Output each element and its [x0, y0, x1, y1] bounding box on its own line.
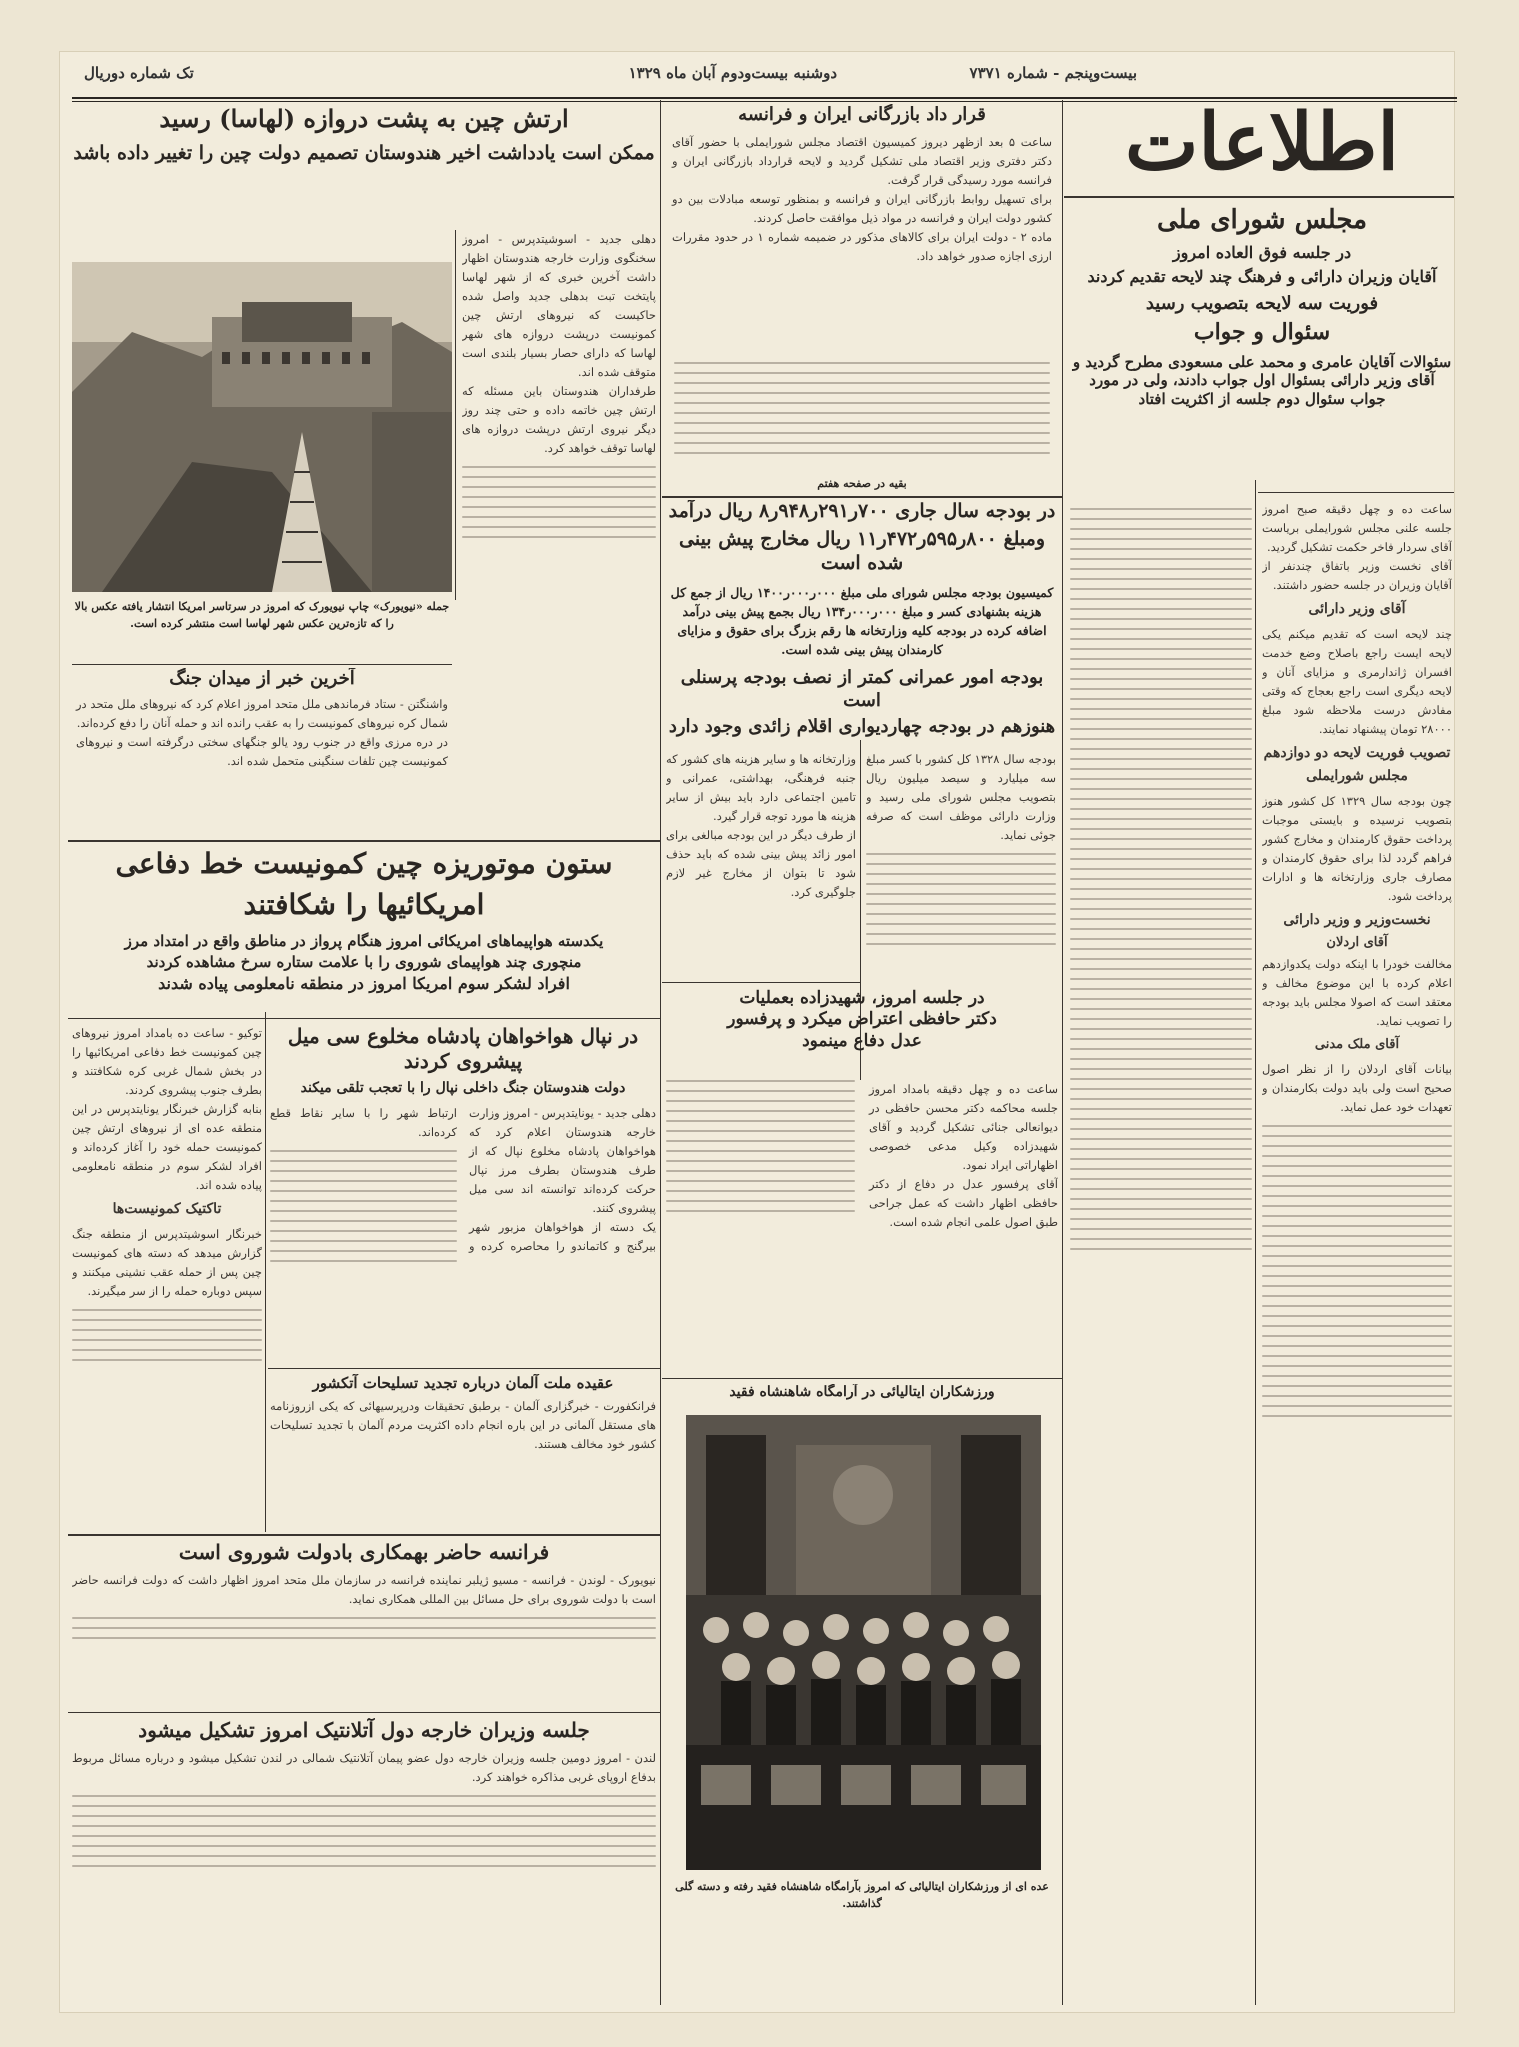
majlis-sub-mahdi: آقای ملک مدنی: [1314, 1037, 1400, 1053]
athletes-photo-image: [686, 1415, 1041, 1870]
lhasa-photo: [72, 262, 452, 592]
majlis-body-5: مخالفت خودرا با اینکه دولت یکدوازدهم اعلام کرده با این موضوع مخالف و معتقد است که اصولا مجلس باید بودجه را تصویب نماید.: [1262, 957, 1452, 1029]
athletes-title: ورزشکاران ایتالیائی در آرامگاه شاهنشاه فقید: [729, 1384, 995, 1400]
issue-number: بیست‌وپنجم - شماره ۷۳۷۱: [969, 64, 1137, 82]
nepal-title: در نپال هواخواهان پادشاه مخلوع سی میل پیشروی کردند: [287, 1024, 639, 1073]
budget-sub-2: بودجه امور عمرانی کمتر از نصف بودجه پرسنلی است: [680, 667, 1044, 711]
germany-body: فرانکفورت - خبرگزاری آلمان - برطبق تحقیقات ودرپرسیهائی که یکی ازروزنامه های مستقل آلمانی در این باره انجام داده اکثریت مردم آلمان با تجدید تسلیحات کشور خود مخالف هستند.: [270, 1398, 656, 1451]
budget-title-2: ومبلغ ۸۰۰ر۵۹۵ر۴۷۲ر۱۱ ریال مخارج پیش بینی شده است: [679, 527, 1045, 574]
majlis-sub-budget: مجلس شورایملی: [1306, 768, 1408, 784]
germany-title: عقیده ملت آلمان درباره تجدید تسلیحات آتکشور: [312, 1374, 614, 1392]
budget-filler-1: [866, 853, 1056, 945]
france-body: نیویورک - لوندن - فرانسه - مسیو ژیلبر نماینده فرانسه در سازمان ملل متحد امروز اظهار داشت که دولت فرانسه حاضر است با دولت شوروی برای حل مسائل بین المللی همکاری نماید.: [72, 1573, 656, 1606]
france-title: فرانسه حاضر بهمکاری بادولت شوروی است: [178, 1540, 550, 1564]
atlantic-body: لندن - امروز دومین جلسه وزیران خارجه دول عضو پیمان آتلانتیک شمالی در لندن تشکیل میشود و درباره مسائل مربوط بدفاع اروپای غربی مذاکره خواهند کرد.: [72, 1751, 656, 1784]
lastnews-article: [72, 668, 452, 828]
commie-body: [72, 1024, 262, 1524]
trial-rule: [662, 1378, 1062, 1379]
majlis-sub-pm: نخست‌وزیر و وزیر دارائی: [1283, 911, 1431, 928]
column-rule-1: [1062, 100, 1063, 2005]
majlis-sub-finance: آقای وزیر دارائی: [1308, 601, 1406, 617]
france-rule: [68, 1534, 660, 1536]
masthead: [1070, 104, 1454, 194]
majlis-body-2: آقای نخست وزیر باتفاق چندنفر از آقایان وزیران در جلسه حضور داشتند.: [1262, 559, 1452, 592]
athletes-head: [666, 1384, 1058, 1414]
majlis-body-4: چون بودجه سال ۱۳۲۹ کل کشور هنوز بتصویب نرسیده و بایستی موجبات پرداخت حقوق کارمندان و مخارج کشور فراهم گردد لذا برای حقوق کارمندان و مصارف جاری وزارتخانه ها و ادارات پرداخت شود.: [1262, 793, 1452, 903]
budget-body-3: از طرف دیگر در این بودجه مبالغی برای امور زائد پیش بینی شده که باید حذف شود تا بتوان از مخارج غیر لازم جلوگیری کرد.: [666, 828, 856, 899]
trial-body: [666, 1080, 1058, 1370]
lhasa-photo-image: [72, 262, 452, 592]
majlis-body-3: چند لایحه است که تقدیم میکنم یکی لایحه ایست راجع باصلاح وضع خدمت افسران ژاندارمری و مزایای آنان و لایحه دیگری است راجع بعجاج که وقتی مفادش درست ملاحظه شود مبلغ ۲۸۰۰۰ تومان پیشنهاد نمایند.: [1262, 626, 1452, 736]
trial-title-2: دکتر حافظی اعتراض میکرد و پرفسور: [727, 1009, 997, 1030]
trade-continued: بقیه در صفحه هفتم: [817, 477, 907, 490]
budget-body-1: بودجه سال ۱۳۲۸ کل کشور با کسر مبلغ سه میلیارد و سیصد میلیون ریال بتصویب مجلس شورای ملی رسید و وزارت دارائی موظف است که صرفه جوئی نماید.: [866, 752, 1056, 842]
trade-filler-lines: [666, 354, 1058, 462]
commie-body-1: توکیو - ساعت ده بامداد امروز نیروهای چین کمونیست خط دفاعی امریکائیها را در بخش شمال غربی کره شکافتند و بطرف جنوب پیشروی کردند.: [72, 1026, 262, 1097]
tibet-body-2: طرفداران هندوستان باین مسئله که ارتش چین خاتمه داده و حتی چند روز دیگر نیروی ارتش درپشت دروازه های لهاسا توقف خواهد کرد.: [462, 384, 656, 455]
issue-date: دوشنبه بیست‌ودوم آبان ماه ۱۳۲۹: [628, 64, 837, 82]
header-rule-secondary: [72, 101, 1457, 102]
trial-title-3: عدل دفاع مینمود: [802, 1030, 922, 1051]
masthead-title: اطلاعات: [1124, 104, 1400, 188]
majlis-subtitle-1: در جلسه فوق العاده امروز: [1172, 242, 1352, 262]
majlis-rule: [1258, 492, 1454, 493]
header-rule: [72, 97, 1457, 99]
majlis-body-column-2: [1070, 500, 1252, 2000]
trial-body-2: آقای پرفسور عدل در دفاع از دکتر حافظی اظهار داشت که عمل جراحی طبق اصول علمی انجام شده است.: [869, 1177, 1058, 1229]
trial-body-1: ساعت ده و چهل دقیقه بامداد امروز جلسه محاکمه دکتر محسن حافظی در دیوانعالی جنائی تشکیل گردید و آقای شهیدزاده وکیل مدعی خصوصی اظهاراتی ایراد نمود.: [869, 1082, 1058, 1172]
nepal-body-1: دهلی جدید - یونایتدپرس - امروز وزارت خارجه هندوستان اعلام کرد که هواخواهان پادشاه مخلوع نپال که از طرف هندوستان بطرف مرز نپال حرکت کرده‌اند توانسته اند سی میل پیشروی کنند.: [469, 1105, 656, 1215]
nepal-body-2: یک دسته از هواخواهان مزبور شهر بیرگنج و کاتماندو را محاصره کرده و ارتباط شهر را با سایر نقاط قطع کرده‌اند.: [270, 1105, 656, 1253]
majlis-subtitle-3: فوریت سه لایحه بتصویب رسید: [1145, 292, 1379, 314]
commie-rule-mid: [68, 1018, 660, 1019]
athletes-caption: عده ای از ورزشکاران ایتالیائی که امروز بآرامگاه شاهنشاه فقید رفته و دسته گلی گذاشتند.: [675, 1880, 1049, 1910]
column-rule-5: [265, 1012, 266, 1532]
dateline-bar: [72, 58, 1457, 92]
budget-body-col-2: [666, 750, 856, 980]
majlis-body-column: [1262, 500, 1452, 2000]
commie-body-2: بنابه گزارش خبرنگار یونایتدپرس در این منطقه عده ای از نیروهای ارتش چین کمونیست حمله خود را آغاز کرده‌اند و افراد لشکر سوم در منطقه نامعلومی پیاده شده اند.: [72, 1102, 262, 1192]
trade-title: قرار داد بازرگانی ایران و فرانسه: [738, 104, 986, 125]
budget-sub: کمیسیون بودجه مجلس شورای ملی مبلغ ۰۰۰ر۰۰۰ر۱۴۰۰ ریال از جمع کل هزینه بشنهادی کسر و مبلغ ۰۰۰ر۰۰۰ر۱۳۴ ریال بجمع پیش بینی درآمد اضافه کرده در بودجه کلیه وزارتخانه ها رقم بزرگ برای حقوق و مزایای کارمندان پیش بینی شده است.: [670, 585, 1054, 658]
trade-body-2: برای تسهیل روابط بازرگانی ایران و فرانسه و بمنظور توسعه مبادلات بین دو کشور دولت ایران و فرانسه در مواد ذیل موافقت حاصل کردند.: [672, 191, 1052, 225]
majlis-subtitle-5: سئوالات آقایان عامری و محمد علی مسعودی مطرح گردید و آقای وزیر دارائی بسئوال اول جواب دادند، ولی در مورد جواب سئوال دوم جلسه از اکثریت افتاد: [1072, 352, 1452, 408]
commie-sub-tactic: تاکتیک کمونیست‌ها: [112, 1201, 222, 1217]
majlis-body-6: بیانات آقای اردلان را از نظر اصول صحیح است ولی باید دولت بکارمندان و تعهدات خود عمل نماید.: [1262, 1061, 1452, 1114]
column-rule-4: [455, 230, 456, 600]
masthead-rule: [1064, 196, 1454, 198]
tibet-title: ارتش چین به پشت دروازه (لهاسا) رسید: [159, 104, 569, 133]
majlis-sub-ardalan: آقای اردلان: [1326, 935, 1388, 950]
atlantic-title: جلسه وزیران خارجه دول آتلانتیک امروز تشکیل میشود: [138, 1718, 590, 1742]
majlis-subtitle-2: آقایان وزیران دارائی و فرهنگ چند لایحه تقدیم کردند: [1087, 266, 1437, 286]
commie-title-1: ستون موتوریزه چین کمونیست خط دفاعی: [115, 847, 613, 880]
trade-rule: [662, 496, 1062, 498]
lastnews-body-1: واشنگتن - ستاد فرماندهی ملل متحد امروز اعلام کرد که نیروهای ملل متحد در شمال کره نیروهای کمونیست را به عقب رانده اند و حمله آنان را دفع کرده‌اند.: [76, 696, 448, 730]
majlis-title: مجلس شورای ملی: [1156, 205, 1368, 235]
majlis-body-1: ساعت ده و چهل دقیقه صبح امروز جلسه علنی مجلس شورایملی بریاست آقای سردار فاخر حکمت تشکیل گردید.: [1262, 502, 1452, 554]
lastnews-rule-top: [72, 664, 452, 665]
column-rule-2: [1255, 480, 1256, 2005]
budget-body-2: وزارتخانه ها و سایر هزینه های کشور که جنبه فرهنگی، بهداشتی، عمرانی و تامین اجتماعی دارد باید بیش از سایر هزینه ها مورد توجه قرار گیرد.: [666, 752, 856, 823]
commie-sub-1: یکدسته هواپیماهای امریکائی امروز هنگام پرواز در مناطق واقع در امتداد مرز: [124, 932, 604, 950]
issue-price: تک شماره دوریال: [84, 64, 194, 82]
commie-body-3: خبرنگار اسوشیتدپرس از منطقه جنگ گزارش میدهد که دسته های کمونیست چین پس از حمله عقب نشینی میکنند و سپس دوباره حمله را از سر میگیرند.: [72, 1226, 262, 1298]
commie-head: [72, 846, 656, 1016]
trade-body-1: ساعت ۵ بعد ازظهر دیروز کمیسیون اقتصاد مجلس شورایملی با حضور آقای دکتر دفتری وزیر اقتصاد ملی تشکیل گردید و لایحه قرارداد بازرگانی ایران و فرانسه مورد رسیدگی قرار گرفت.: [672, 134, 1052, 187]
atlantic-rule: [68, 1712, 660, 1713]
germany-article: [270, 1374, 656, 1528]
tibet-body-1: دهلی جدید - اسوشیتدپرس - امروز سخنگوی وزارت خارجه هندوستان اظهار داشت آخرین خبری که از شهر لهاسا پایتخت تبت بدهلی جدید واصل شده حاکیست که نیروهای ارتش چین کمونیست درپشت دروازه های شهر لهاسا که دارای حصار بسیار بلندی است متوقف شده اند.: [462, 232, 656, 379]
budget-rule: [662, 982, 860, 983]
nepal-rule: [268, 1368, 660, 1369]
majlis-subtitle-4: سئوال و جواب: [1193, 319, 1331, 345]
athletes-photo: [686, 1415, 1041, 1870]
commie-rule-top: [68, 840, 660, 842]
tibet-body: [462, 230, 656, 660]
trial-title-1: در جلسه امروز، شهیدزاده بعملیات: [739, 988, 985, 1008]
tibet-head: [72, 104, 656, 224]
commie-title-2: امریکائیها را شکافتند: [243, 888, 485, 921]
atlantic-article: [72, 1718, 656, 2008]
france-article: [72, 1540, 656, 1710]
trade-body-3: ماده ۲ - دولت ایران برای کالاهای مذکور در ضمیمه شماره ۱ در حدود مقررات ارزی اجازه صدور خواهد داد.: [672, 229, 1053, 263]
tibet-subtitle: ممکن است یادداشت اخیر هندوستان تصمیم دولت چین را تغییر داده باشد: [73, 142, 655, 164]
trade-article: [666, 104, 1058, 494]
lastnews-body-2: در دره مرزی واقع در جنوب رود یالو جنگهای سختی درگرفته است و نیروهای کمونیست چین تلفات سنگینی متحمل شده اند.: [76, 734, 448, 768]
commie-sub-3: افراد لشکر سوم امریکا امروز در منطقه نامعلومی پیاده شدند: [158, 973, 570, 993]
lastnews-title: آخرین خبر از میدان جنگ: [169, 668, 355, 689]
budget-article-head: [666, 500, 1058, 750]
budget-title-1: در بودجه سال جاری ۷۰۰ر۲۹۱ر۹۴۸ر۸ ریال درآمد: [668, 500, 1056, 522]
budget-sub-3: هنوزهم در بودجه چهاردیواری اقلام زائدی وجود دارد: [668, 716, 1056, 738]
trial-head: [666, 988, 1058, 1078]
lhasa-caption: جمله «نیویورک» چاپ نیویورک که امروز در سرتاسر امریکا انتشار یافته عکس بالا را که تازه‌ترین عکس شهر لهاسا است منتشر کرده است.: [74, 600, 450, 630]
majlis-article-head: [1070, 204, 1454, 494]
commie-sub-2: منچوری چند هواپیمای شوروی را با علامت ستاره سرخ مشاهده کردند: [146, 952, 582, 971]
majlis-filler-lines-2: [1070, 508, 1252, 1250]
column-rule-3: [660, 100, 661, 2005]
majlis-sub-urgent: تصویب فوریت لایحه دو دوازدهم: [1263, 744, 1451, 761]
majlis-filler-lines: [1262, 1125, 1452, 1417]
nepal-sub: دولت هندوستان جنگ داخلی نپال را با تعجب تلقی میکند: [300, 1080, 626, 1096]
